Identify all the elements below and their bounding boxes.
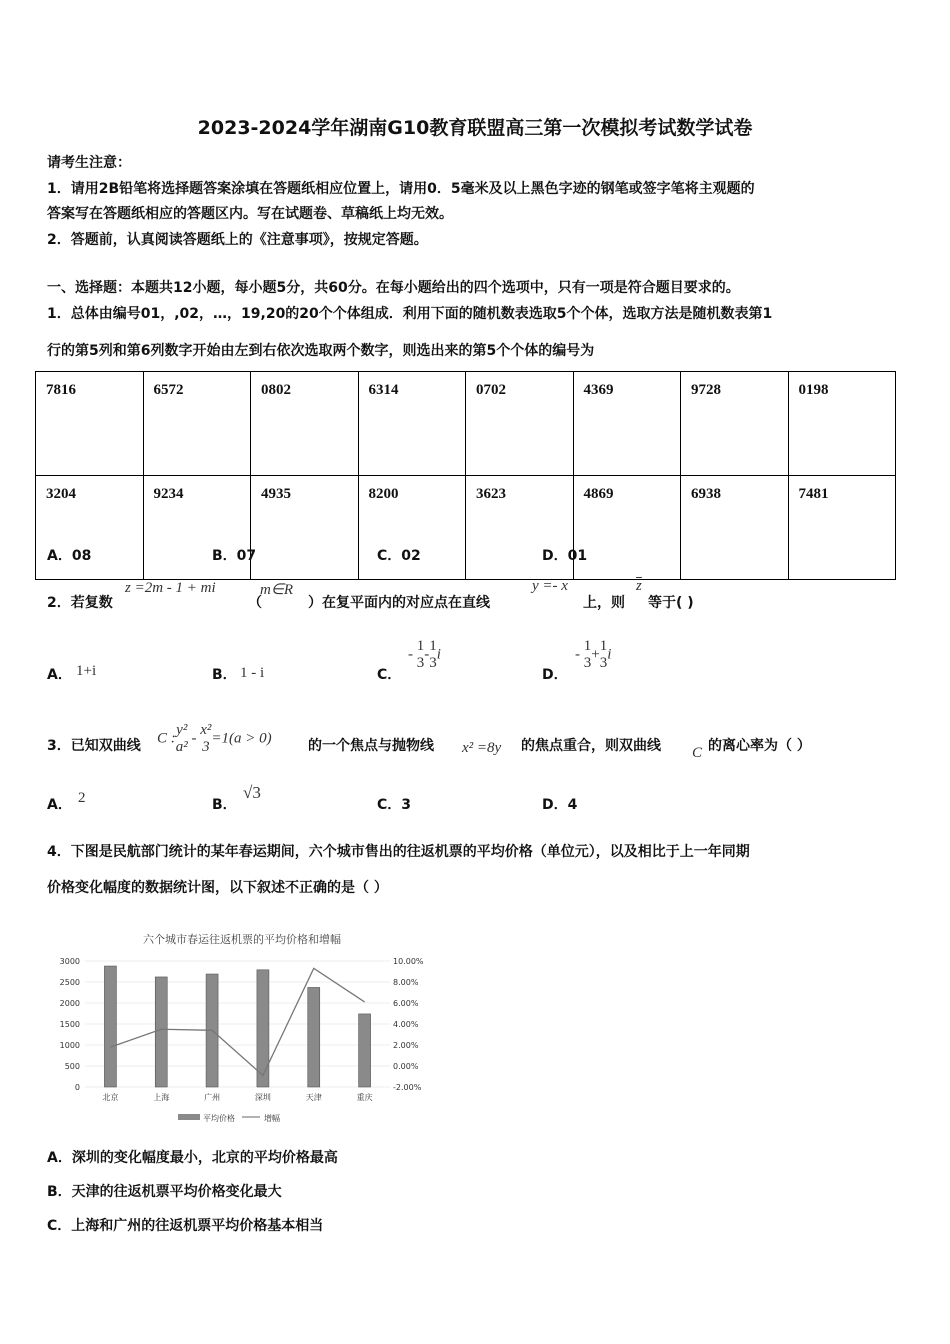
q3-text: 的离心率为（ ） bbox=[708, 738, 811, 754]
q2-option-b-label: B． bbox=[212, 667, 237, 683]
growth-line bbox=[110, 968, 364, 1075]
x-tick-label: 上海 bbox=[153, 1093, 170, 1102]
q4-text: 价格变化幅度的数据统计图，以下叙述不正确的是（ ） bbox=[47, 880, 388, 896]
q3-option-a: 2 bbox=[78, 790, 86, 806]
y2-tick-label: 2.00% bbox=[393, 1041, 419, 1050]
q1-option-c: C．02 bbox=[377, 548, 421, 564]
q1-option-d: D．01 bbox=[542, 548, 588, 564]
table-cell: 6314 bbox=[358, 372, 466, 476]
table-cell: 6572 bbox=[143, 372, 251, 476]
section-heading: 一、选择题：本题共12小题，每小题5分，共60分。在每小题给出的四个选项中，只有一项是符合题目要求的。 bbox=[47, 280, 740, 296]
q2-option-d-label: D． bbox=[542, 667, 568, 683]
q3-option-c: C．3 bbox=[377, 797, 412, 813]
y2-tick-label: 4.00% bbox=[393, 1020, 419, 1029]
table-cell: 6938 bbox=[681, 476, 789, 580]
price-chart bbox=[45, 925, 440, 1130]
c-label: C : bbox=[157, 730, 176, 747]
table-cell: 9728 bbox=[681, 372, 789, 476]
q2-option-c-label: C． bbox=[377, 667, 402, 683]
bar bbox=[257, 970, 269, 1087]
q1-text: 1．总体由编号01，,02，…，19,20的20个个体组成．利用下面的随机数表选取5个个体，选取方法是随机数表第1 bbox=[47, 306, 773, 322]
y-tick-label: 1500 bbox=[59, 1020, 80, 1029]
x-tick-label: 深圳 bbox=[254, 1093, 271, 1102]
q3-text: 的焦点重合，则双曲线 bbox=[521, 738, 661, 754]
bar bbox=[359, 1014, 371, 1087]
q2-option-c bbox=[408, 638, 441, 672]
table-cell: 9234 bbox=[143, 476, 251, 580]
table-cell: 7816 bbox=[36, 372, 144, 476]
y-tick-label: 2000 bbox=[59, 999, 80, 1008]
num: 1 bbox=[429, 638, 437, 654]
bar bbox=[155, 977, 167, 1087]
y2-tick-label: 10.00% bbox=[393, 957, 424, 966]
den: 3 bbox=[202, 739, 210, 755]
q3-option-a-label: A． bbox=[47, 797, 72, 813]
y2-tick-label: 0.00% bbox=[393, 1062, 419, 1071]
num: 1 bbox=[583, 638, 592, 654]
q2-zbar: $\overline{z}$ bbox=[636, 578, 642, 594]
den: 3 bbox=[429, 655, 437, 671]
den: a² bbox=[175, 739, 188, 755]
y-tick-label: 500 bbox=[64, 1062, 80, 1071]
imag-unit: i bbox=[436, 646, 441, 663]
num: 1 bbox=[599, 638, 608, 654]
q3-text: 的一个焦点与抛物线 bbox=[308, 738, 434, 754]
q2-paren: （ bbox=[248, 595, 262, 611]
x-tick-label: 天津 bbox=[305, 1093, 322, 1102]
q2-text: 等于( ) bbox=[648, 595, 694, 611]
q2-formula: z =2m - 1 + mi bbox=[125, 580, 216, 596]
plus: + bbox=[591, 646, 600, 663]
q3-option-b-label: B． bbox=[212, 797, 237, 813]
legend-bar-swatch bbox=[178, 1114, 200, 1120]
q1-option-b: B．07 bbox=[212, 548, 257, 564]
den: 3 bbox=[416, 655, 425, 671]
q3-c: C bbox=[692, 745, 703, 761]
y-tick-label: 3000 bbox=[59, 957, 80, 966]
q2-condition: m∈R bbox=[260, 582, 294, 598]
q2-line: y =- x bbox=[532, 578, 568, 594]
num: 1 bbox=[416, 638, 425, 654]
q4-option-c: C．上海和广州的往返机票平均价格基本相当 bbox=[47, 1218, 324, 1234]
num: y² bbox=[176, 722, 188, 738]
legend-label: 增幅 bbox=[264, 1114, 280, 1123]
table-cell: 7481 bbox=[788, 476, 896, 580]
q4-option-b: B．天津的往返机票平均价格变化最大 bbox=[47, 1184, 282, 1200]
q2-text: 2．若复数 bbox=[47, 595, 113, 611]
y2-tick-label: -2.00% bbox=[393, 1083, 422, 1092]
x-tick-label: 广州 bbox=[204, 1093, 221, 1102]
q1-text: 行的第5列和第6列数字开始由左到右依次选取两个数字，则选出来的第5个个体的编号为 bbox=[47, 343, 595, 359]
y2-tick-label: 6.00% bbox=[393, 999, 419, 1008]
table-cell: 0702 bbox=[466, 372, 574, 476]
minus: - bbox=[424, 646, 430, 663]
x-tick-label: 重庆 bbox=[356, 1093, 373, 1102]
y-tick-label: 0 bbox=[74, 1083, 80, 1092]
q3-hyperbola: C : y² a² - x² 3 =1(a > 0) bbox=[157, 722, 272, 755]
table-cell: 3204 bbox=[36, 476, 144, 580]
y2-tick-label: 8.00% bbox=[393, 978, 419, 987]
q3-option-d: D．4 bbox=[542, 797, 578, 813]
y-tick-label: 1000 bbox=[59, 1041, 80, 1050]
num: x² bbox=[200, 722, 212, 738]
chart-title: 六个城市春运往返机票的平均价格和增幅 bbox=[143, 933, 341, 946]
y-tick-label: 2500 bbox=[59, 978, 80, 987]
q2-option-b: 1 - i bbox=[240, 665, 265, 681]
table-cell: 0198 bbox=[788, 372, 896, 476]
minus: - bbox=[575, 646, 580, 663]
bar bbox=[308, 987, 320, 1087]
notice-heading: 请考生注意： bbox=[47, 155, 131, 171]
q2-option-a-label: A． bbox=[47, 667, 72, 683]
x-tick-label: 北京 bbox=[102, 1093, 119, 1102]
page-title: 2023-2024学年湖南G10教育联盟高三第一次模拟考试数学试卷 bbox=[197, 117, 753, 139]
q3-text: 3．已知双曲线 bbox=[47, 738, 141, 754]
bar bbox=[104, 966, 116, 1087]
q4-option-a: A．深圳的变化幅度最小，北京的平均价格最高 bbox=[47, 1150, 338, 1166]
den: 3 bbox=[583, 655, 592, 671]
q4-text: 4．下图是民航部门统计的某年春运期间，六个城市售出的往返机票的平均价格（单位元），以及相比于上一年同期 bbox=[47, 844, 750, 860]
notice-line: 2．答题前，认真阅读答题纸上的《注意事项》，按规定答题。 bbox=[47, 232, 428, 248]
eq: =1(a > 0) bbox=[211, 730, 272, 747]
q3-option-b: √3 bbox=[243, 783, 261, 802]
minus: - bbox=[408, 646, 413, 663]
imag-unit: i bbox=[607, 646, 612, 663]
table-cell: 3623 bbox=[466, 476, 574, 580]
table-cell: 4369 bbox=[573, 372, 681, 476]
q2-option-a: 1+i bbox=[76, 663, 97, 679]
notice-line: 答案写在答题纸相应的答题区内。写在试题卷、草稿纸上均无效。 bbox=[47, 206, 453, 222]
table-cell: 0802 bbox=[251, 372, 359, 476]
q3-parabola: x² =8y bbox=[462, 740, 502, 756]
q2-text: ）在复平面内的对应点在直线 bbox=[308, 595, 490, 611]
table-cell: 4935 bbox=[251, 476, 359, 580]
table-cell: 4869 bbox=[573, 476, 681, 580]
q1-option-a: A．08 bbox=[47, 548, 92, 564]
q2-option-d bbox=[575, 638, 611, 672]
legend-label: 平均价格 bbox=[203, 1114, 235, 1123]
den: 3 bbox=[599, 655, 608, 671]
q2-text: 上，则 bbox=[583, 595, 625, 611]
random-number-table bbox=[35, 371, 896, 580]
table-cell: 8200 bbox=[358, 476, 466, 580]
notice-line: 1．请用2B铅笔将选择题答案涂填在答题纸相应位置上，请用0．5毫米及以上黑色字迹的钢笔或签字笔将主观题的 bbox=[47, 181, 755, 197]
